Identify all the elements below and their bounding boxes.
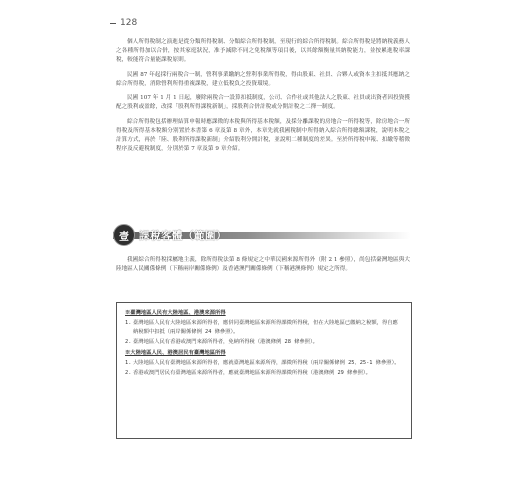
box-item xyxy=(125,359,403,367)
box-item xyxy=(125,369,403,377)
section-paragraph: 我國綜合所得稅採屬地主義，除所得稅法第 8 條規定之中華民國來源所得外（附 2 1 參照），尚包括臺灣地區與大陸地區人民關係條例（下稱兩岸關係條例）及香港澳門關係條例（下稱港澳條例）規定之所得。 xyxy=(116,257,410,273)
box-item-number: 2. xyxy=(125,339,132,346)
page-number xyxy=(110,18,137,28)
box-item xyxy=(125,319,403,336)
box-item-text: 臺灣地區人民有香港或澳門來源所得者，免納所得稅（港澳條例 28 條參照）。 xyxy=(133,339,318,346)
box-item xyxy=(125,338,403,346)
box-item-text: 臺灣地區人民有大陸地區來源所得者，應併同臺灣地區來源所得課徵所得稅，但在大陸地區已繳納之稅額，得自應納稅額中扣抵（兩岸關係條例 24 條參照）。 xyxy=(133,320,398,335)
box-heading-2: ※大陸地區人民、港澳居民有臺灣地區所得 xyxy=(125,349,226,356)
box-item-number: 1. xyxy=(125,360,132,367)
paragraph-2: 民國 87 年起採行兩稅合一制，營利事業繳納之營利事業所得稅，得由股東、社員、合夥人或資本主扣抵其應納之綜合所得稅，消除營利所得重複課稅，建立低稅負之投資環境。 xyxy=(116,71,410,87)
section-title: 課稅客體（範圍） xyxy=(139,229,227,242)
box-item-text: 大陸地區人民有臺灣地區來源所得者，應就臺灣地區來源所得，課徵所得稅（兩岸關係條例 25、25-1 條參照）。 xyxy=(133,360,400,367)
section-number-badge: 壹 xyxy=(113,224,135,246)
box-item-text: 香港或澳門居民有臺灣地區來源所得者，應就臺灣地區來源所得課徵所得稅（港澳條例 29 條參照）。 xyxy=(133,370,371,377)
box-heading-1: ※臺灣地區人民有大陸地區、港澳來源所得 xyxy=(125,310,226,316)
section-heading xyxy=(113,224,411,246)
paragraph-1: 個人所得稅制之演進是從分類所得稅制、分類綜合所得稅制，至現行的綜合所得稅制。綜合所得稅是將納稅義務人之各種所得加以合併，按其家庭狀況，准予減除不同之免稅額等項目後，以其餘額衡量其納稅能力，並按累進稅率課稅，較能符合量能課稅原則。 xyxy=(116,39,410,64)
page-number-dash xyxy=(110,23,116,24)
intro-text xyxy=(116,38,410,160)
section-body xyxy=(116,256,410,274)
paragraph-3: 民國 107 年 1 月 1 日起，廢除兩稅合一設算扣抵制度，公司、合作社或其他法人之股東、社員或出資者因投資獲配之股利或盈餘，改採「股利所得課稅新制」，採股利合併計稅或分開計稅之二擇一制度。 xyxy=(116,95,410,111)
box-item-number: 2. xyxy=(125,370,132,377)
paragraph-4: 綜合所得稅包括辦理結算申報時應課徵的本稅與所得基本稅額，及採分離課稅的房地合一所得稅等，除房地合一所得稅及所得基本稅額分別置於本書第 6 章及第 8 章外，本章先就我國稅制中所得納入綜合所得總額課稅，說明本稅之計算方式，再於「陸、股利所得課稅新制」介紹股利分開計稅，並說明二種制度的差異。至於所得稅申報、扣繳等稽徵程序及反避稅制度，分別於第 7 章及第 9 章介紹。 xyxy=(116,118,410,153)
page-number-text: 128 xyxy=(120,18,138,28)
box-item-number: 1. xyxy=(125,320,132,327)
info-box xyxy=(116,302,412,439)
